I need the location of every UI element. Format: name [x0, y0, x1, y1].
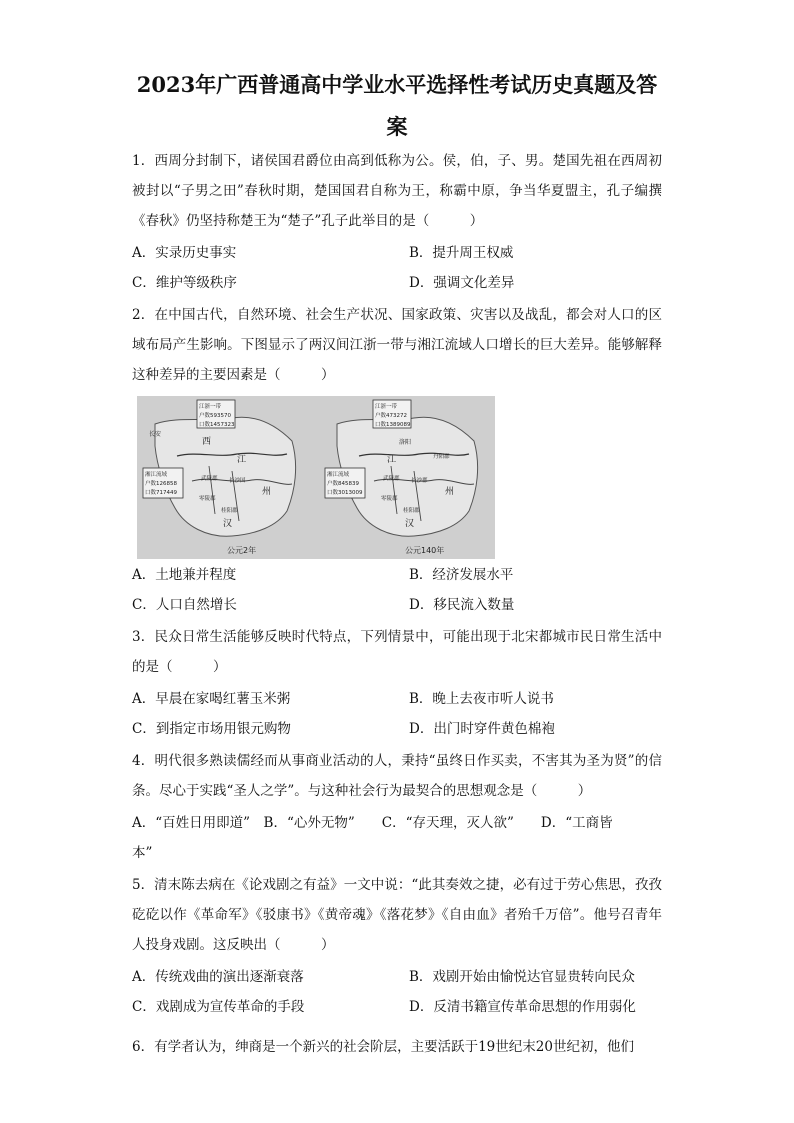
question-3-option-c: C．到指定市场用银元购物: [132, 721, 291, 737]
question-6-stem: 6．有学者认为，绅商是一个新兴的社会阶层，主要活跃于19世纪末20世纪初，他们: [132, 1039, 634, 1055]
question-2-option-a: A．土地兼并程度: [132, 567, 237, 583]
map-left-caption: 公元2年: [227, 546, 257, 555]
question-4-options-line-2: 本”: [132, 845, 153, 861]
map-left-place-5: 零陵郡: [199, 496, 216, 502]
map-left-place-7: 汉: [223, 519, 233, 529]
question-1-option-b: B．提升周王权威: [409, 245, 514, 261]
question-1-option-d: D．强调文化差异: [409, 275, 515, 291]
map-left-place-8: 州: [262, 487, 272, 497]
map-right-box-top-line-3: 口数1389089: [375, 422, 411, 428]
map-right-place-5: 零陵郡: [381, 496, 398, 502]
map-right-box-left-line-3: 口数3013009: [327, 490, 363, 496]
map-right-box-top-line-2: 户数473272: [375, 413, 407, 419]
question-1-option-a: A．实录历史事实: [132, 245, 237, 261]
page-title: [60, 64, 734, 148]
map-right-box-left-line-2: 户数845839: [327, 481, 359, 487]
title-line-1: 2023年广西普通高中学业水平选择性考试历史真题及答: [136, 72, 658, 97]
question-3-stem: 3．民众日常生活能够反映时代特点，下列情景中，可能出现于北宋都城市民日常生活中的是（ ）: [132, 629, 662, 675]
population-map-svg: [137, 396, 495, 559]
question-4-options-line-1: A．“百姓日用即道” B．“心外无物” C．“存天理，灭人欲” D．“工商皆: [132, 815, 613, 831]
map-right-place-2: 江: [387, 455, 397, 465]
question-3-option-d: D．出门时穿件黄色棉袍: [409, 721, 555, 737]
question-2-option-c: C．人口自然增长: [132, 597, 237, 613]
map-left-box-left-line-2: 户数126858: [145, 481, 177, 487]
map-left-box-top-line-1: 江浙一带: [199, 404, 222, 410]
question-5-option-b: B．戏剧开始由愉悦达官显贵转向民众: [409, 969, 635, 985]
map-left-place-2: 西: [202, 437, 212, 447]
population-map-figure: [137, 396, 495, 559]
map-right-place-3: 武陵郡: [383, 476, 400, 482]
map-right-place-1: 洛阳: [399, 439, 412, 446]
map-left-place-3: 武陵郡: [201, 476, 218, 482]
question-4-stem: 4．明代很多熟读儒经而从事商业活动的人，秉持“虽终日作买卖，不害其为圣为贤”的信条。尽心于实践“圣人之学”。与这种社会行为最契合的思想观念是（ ）: [132, 753, 662, 799]
map-right-place-8: 丹阳郡: [433, 454, 450, 460]
question-5-option-d: D．反清书籍宣传革命思想的作用弱化: [409, 999, 636, 1015]
map-left-box-top-line-3: 口数1457323: [199, 422, 235, 428]
question-5-option-c: C．戏剧成为宣传革命的手段: [132, 999, 305, 1015]
map-right-box-top-line-1: 江浙一带: [375, 404, 398, 410]
map-right-place-7: 汉: [405, 519, 415, 529]
question-2-option-d: D．移民流入数量: [409, 597, 515, 613]
question-3-option-b: B．晚上去夜市听人说书: [409, 691, 554, 707]
question-3-option-a: A．早晨在家喝红薯玉米粥: [132, 691, 291, 707]
map-left-box-left-line-1: 湘江流域: [145, 472, 168, 478]
question-1-option-c: C．维护等级秩序: [132, 275, 237, 291]
map-left-box-top-line-2: 户数593570: [199, 413, 231, 419]
question-2-option-b: B．经济发展水平: [409, 567, 514, 583]
map-left-box-left-line-3: 口数717449: [145, 490, 177, 496]
map-left-place-9: 江: [237, 455, 247, 465]
question-5-option-a: A．传统戏曲的演出逐渐衰落: [132, 969, 304, 985]
question-1-stem: 1．西周分封制下，诸侯国君爵位由高到低称为公。侯，伯，子、男。楚国先祖在西周初被封以“子男之田”春秋时期，楚国国君自称为王，称霸中原，争当华夏盟主，孔子编撰《春秋》仍坚持称楚王为“楚子”孔子此举目的是（ ）: [132, 153, 662, 229]
map-left-place-6: 桂阳郡: [221, 508, 238, 514]
map-right-place-6: 桂阳郡: [403, 508, 420, 514]
title-line-2: 案: [386, 114, 408, 139]
question-5-stem: 5．清末陈去病在《论戏剧之有益》一文中说：“此其奏效之捷，必有过于劳心焦思，孜孜矻矻以作《革命军》《驳康书》《黄帝魂》《落花梦》《自由血》者殆千万倍”。他号召青年人投身戏剧。这反映出（ ）: [132, 877, 662, 953]
map-left-place-4: 长沙国: [229, 478, 246, 484]
map-right-place-9: 州: [445, 487, 455, 497]
map-right-caption: 公元140年: [405, 546, 445, 555]
map-right-box-left-line-1: 湘江流域: [327, 472, 350, 478]
map-left-place-1: 长安: [149, 431, 162, 438]
map-right-place-4: 长沙郡: [411, 478, 428, 484]
question-2-stem: 2．在中国古代，自然环境、社会生产状况、国家政策、灾害以及战乱，都会对人口的区域布局产生影响。下图显示了两汉间江浙一带与湘江流域人口增长的巨大差异。能够解释这种差异的主要因素是（ ）: [132, 307, 662, 383]
